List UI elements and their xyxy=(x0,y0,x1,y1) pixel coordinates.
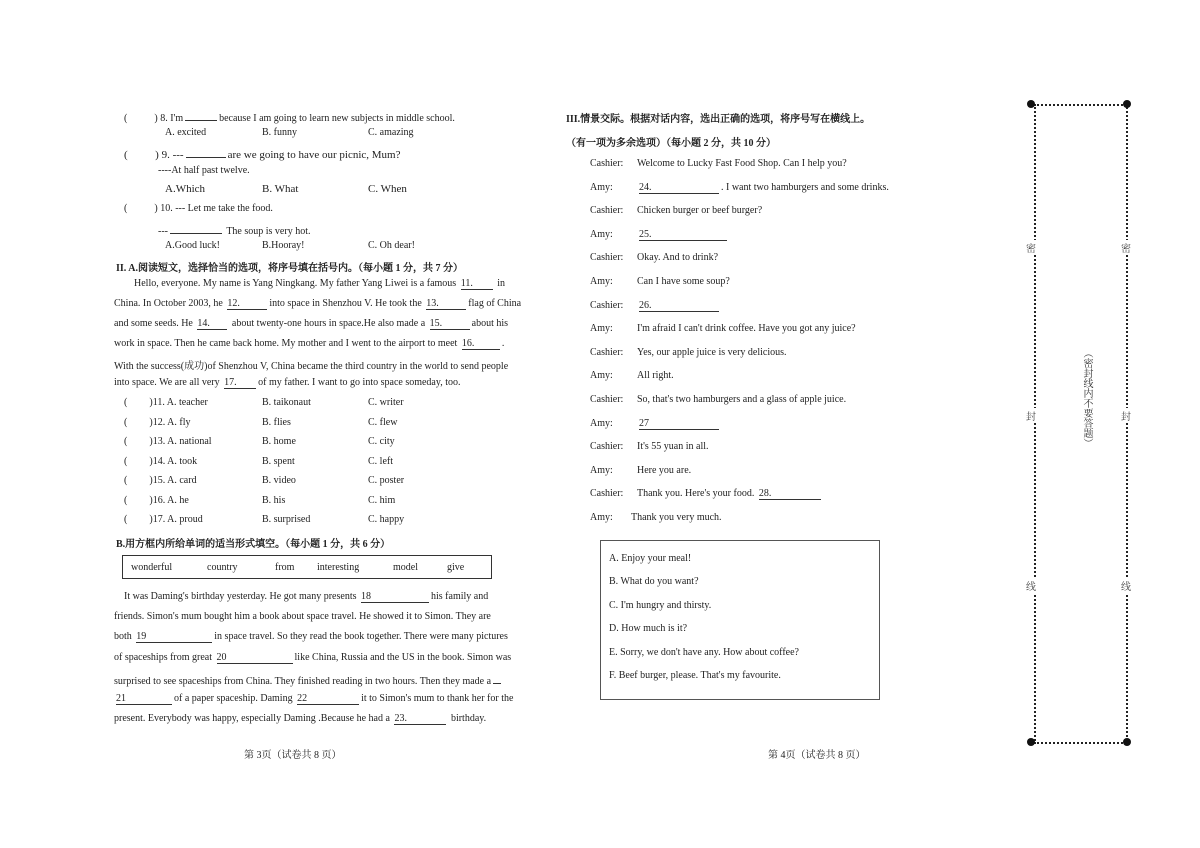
dialog-speaker: Cashier: xyxy=(590,158,624,169)
dialog-line xyxy=(637,300,721,312)
mc-question-row: ( )15. A. card xyxy=(124,475,197,486)
seal-corner-dot xyxy=(1027,100,1035,108)
word-item: from xyxy=(275,562,295,573)
passage2-line-4: of spaceships from great 20 like China, Russia and the US in the book. Simon was xyxy=(114,652,512,663)
dialog-speaker: Amy: xyxy=(590,276,613,287)
passage2-line-1: It was Daming's birthday yesterday. He got many presents 18 his family and xyxy=(124,591,489,602)
mc-option-c[interactable]: C. happy xyxy=(368,514,405,525)
mc-option-b[interactable]: B. his xyxy=(262,495,286,506)
seal-char: 密 xyxy=(1121,240,1131,255)
dialog-line: Okay. And to drink? xyxy=(637,252,719,263)
word-item: give xyxy=(447,562,465,573)
dialog-line: Welcome to Lucky Fast Food Shop. Can I help you? xyxy=(637,158,847,169)
q9-opt-c[interactable]: C. When xyxy=(368,183,407,195)
q10-opt-c[interactable]: C. Oh dear! xyxy=(368,240,415,251)
word-item: model xyxy=(393,562,418,573)
mc-question-row: ( )12. A. fly xyxy=(124,417,191,428)
passage-line-6: into space. We are all very 17. of my father. I want to go into space someday, too. xyxy=(114,377,461,388)
dialog-line: It's 55 yuan in all. xyxy=(637,441,709,452)
passage-line-4: work in space. Then he came back home. My mother and I went to the airport to meet 16. . xyxy=(114,338,505,349)
dialog-line: I'm afraid I can't drink coffee. Have you got any juice? xyxy=(637,323,856,334)
dialog-line: Thank you. Here's your food. 28. xyxy=(637,488,823,500)
word-item: wonderful xyxy=(131,562,173,573)
seal-char: 封 xyxy=(1026,408,1036,423)
mc-option-c[interactable]: C. city xyxy=(368,436,395,447)
q10-opt-a[interactable]: A.Good luck! xyxy=(165,240,220,251)
option-a: A. Enjoy your meal! xyxy=(609,553,692,564)
dialog-line: Can I have some soup? xyxy=(637,276,730,287)
dialog-speaker: Amy: xyxy=(590,370,613,381)
passage-line-2: China. In October 2003, he 12. into space in Shenzhou V. He took the 13. flag of China xyxy=(114,298,522,309)
answer-blank[interactable]: 13. xyxy=(426,298,466,310)
seal-notice: （密封线内不要答题） xyxy=(1081,348,1092,448)
seal-bottom-edge xyxy=(1033,742,1127,744)
dialog-speaker: Amy: xyxy=(590,418,613,429)
seal-corner-dot xyxy=(1123,100,1131,108)
seal-left-edge xyxy=(1034,104,1036,744)
section-3-heading: III.情景交际。根据对话内容，选出正确的选项，将序号写在横线上。 xyxy=(566,114,871,125)
answer-blank[interactable]: 21 xyxy=(116,693,172,705)
answer-blank[interactable]: 12. xyxy=(227,298,267,310)
passage-line-3: and some seeds. He 14. about twenty-one hours in space.He also made a 15. about his xyxy=(114,318,509,329)
answer-blank[interactable]: 26. xyxy=(639,300,719,312)
passage2-line-7: present. Everybody was happy, especially Daming .Because he had a 23. birthday. xyxy=(114,713,487,724)
mc-option-b[interactable]: B. home xyxy=(262,436,296,447)
passage2-line-6: 21 of a paper spaceship. Daming 22 it to Simon's mum to thank her for the xyxy=(116,693,514,704)
answer-blank[interactable]: 19 xyxy=(136,631,212,643)
seal-corner-dot xyxy=(1123,738,1131,746)
dialog-speaker: Amy: xyxy=(590,512,613,523)
seal-char: 线 xyxy=(1026,578,1036,593)
mc-question-row: ( )13. A. national xyxy=(124,436,212,447)
q10-opt-b[interactable]: B.Hooray! xyxy=(262,240,305,251)
dialog-line: Chicken burger or beef burger? xyxy=(637,205,763,216)
dialog-speaker: Cashier: xyxy=(590,252,624,263)
mc-option-b[interactable]: B. spent xyxy=(262,456,295,467)
word-box xyxy=(122,555,492,579)
answer-blank[interactable]: 23. xyxy=(394,713,446,725)
seal-char: 线 xyxy=(1121,578,1131,593)
answer-blank[interactable]: 20 xyxy=(217,652,293,664)
option-b: B. What do you want? xyxy=(609,576,699,587)
q8-opt-c[interactable]: C. amazing xyxy=(368,127,414,138)
word-item: interesting xyxy=(317,562,360,573)
dialog-speaker: Cashier: xyxy=(590,205,624,216)
dialog-speaker: Cashier: xyxy=(590,347,624,358)
dialog-line: Yes, our apple juice is very delicious. xyxy=(637,347,787,358)
answer-blank[interactable]: 16. xyxy=(462,338,500,350)
answer-blank[interactable] xyxy=(493,672,501,684)
mc-question-row: ( )16. A. he xyxy=(124,495,189,506)
mc-question-row: ( )14. A. took xyxy=(124,456,198,467)
option-e: E. Sorry, we don't have any. How about coffee? xyxy=(609,647,799,658)
passage2-line-3: both 19 in space travel. So they read the book together. There were many pictures xyxy=(114,631,508,642)
seal-top-edge xyxy=(1033,104,1127,106)
dialog-line xyxy=(637,418,721,430)
dialog-line: Here you are. xyxy=(637,465,692,476)
mc-option-b[interactable]: B. surprised xyxy=(262,514,311,525)
seal-char: 密 xyxy=(1026,240,1036,255)
answer-blank[interactable] xyxy=(185,109,217,121)
seal-char: 封 xyxy=(1121,408,1131,423)
answer-blank[interactable]: 17. xyxy=(224,377,256,389)
section-2b-heading: B.用方框内所给单词的适当形式填空。（每小题 1 分，共 6 分） xyxy=(116,539,391,550)
section-2a-heading: II. A.阅读短文，选择恰当的选项，将序号填在括号内。（每小题 1 分，共 7 分） xyxy=(116,263,463,274)
word-item: country xyxy=(207,562,238,573)
dialog-line: Thank you very much. xyxy=(631,512,722,523)
option-c: C. I'm hungry and thirsty. xyxy=(609,600,712,611)
q8-opt-b[interactable]: B. funny xyxy=(262,127,297,138)
mc-option-c[interactable]: C. left xyxy=(368,456,393,467)
dialog-speaker: Cashier: xyxy=(590,300,624,311)
passage2-line-2: friends. Simon's mum bought him a book about space travel. He showed it to Simon. They are xyxy=(114,611,491,622)
dialog-line xyxy=(637,229,729,241)
page-footer: 第 3页（试卷共 8 页） xyxy=(244,750,342,761)
q8-opt-a[interactable]: A. excited xyxy=(165,127,207,138)
mc-option-c[interactable]: C. writer xyxy=(368,397,404,408)
passage2-line-5: surprised to see spaceships from China. They finished reading in two hours. Then they made a xyxy=(114,672,503,687)
answer-blank[interactable]: 28. xyxy=(759,488,821,500)
options-box xyxy=(600,540,880,700)
q10-row: ( ) 10. --- Let me take the food. xyxy=(124,203,273,214)
seal-corner-dot xyxy=(1027,738,1035,746)
answer-blank[interactable]: 24. xyxy=(639,182,719,194)
answer-blank[interactable]: 14. xyxy=(197,318,227,330)
answer-blank[interactable]: 27 xyxy=(639,418,719,430)
dialog-speaker: Amy: xyxy=(590,182,613,193)
mc-option-c[interactable]: C. poster xyxy=(368,475,405,486)
dialog-speaker: Cashier: xyxy=(590,441,624,452)
q9-row: ( ) 9. --- are we going to have our picnic, Mum? xyxy=(124,146,400,161)
mc-option-b[interactable]: B. taikonaut xyxy=(262,397,311,408)
mc-question-row: ( )17. A. proud xyxy=(124,514,203,525)
answer-blank[interactable]: 18 xyxy=(361,591,429,603)
option-f: F. Beef burger, please. That's my favourite. xyxy=(609,670,781,681)
mc-option-b[interactable]: B. video xyxy=(262,475,296,486)
q10-reply: --- The soup is very hot. xyxy=(158,222,310,237)
dialog-speaker: Amy: xyxy=(590,323,613,334)
option-d: D. How much is it? xyxy=(609,623,688,634)
passage-line-5: With the success(成功)of Shenzhou V, China became the third country in the world to send people xyxy=(114,361,509,372)
dialog-line: So, that's two hamburgers and a glass of apple juice. xyxy=(637,394,847,405)
q9-reply: ----At half past twelve. xyxy=(158,165,250,176)
q9-opt-a[interactable]: A.Which xyxy=(165,183,206,195)
mc-question-row: ( )11. A. teacher xyxy=(124,397,208,408)
answer-blank[interactable]: 15. xyxy=(430,318,470,330)
answer-blank[interactable]: 22 xyxy=(297,693,359,705)
dialog-line: All right. xyxy=(637,370,674,381)
seal-right-edge xyxy=(1126,104,1128,744)
mc-option-c[interactable]: C. flew xyxy=(368,417,398,428)
q8-row: ( ) 8. I'm because I am going to learn new subjects in middle school. xyxy=(124,109,455,124)
answer-blank[interactable]: 25. xyxy=(639,229,727,241)
page-footer: 第 4页（试卷共 8 页） xyxy=(768,750,866,761)
dialog-speaker: Cashier: xyxy=(590,488,624,499)
mc-option-b[interactable]: B. flies xyxy=(262,417,291,428)
answer-blank[interactable] xyxy=(186,146,226,158)
dialog-line: 24. . I want two hamburgers and some drinks. xyxy=(639,182,889,193)
dialog-speaker: Cashier: xyxy=(590,394,624,405)
dialog-speaker: Amy: xyxy=(590,229,613,240)
answer-blank[interactable] xyxy=(170,222,222,234)
section-3-subheading: （有一项为多余选项）（每小题 2 分，共 10 分） xyxy=(566,138,776,149)
q9-opt-b[interactable]: B. What xyxy=(262,183,299,195)
dialog-speaker: Amy: xyxy=(590,465,613,476)
answer-blank[interactable]: 11. xyxy=(461,278,493,290)
passage-line-1: Hello, everyone. My name is Yang Ningkang. My father Yang Liwei is a famous 11. in xyxy=(134,278,505,289)
mc-option-c[interactable]: C. him xyxy=(368,495,396,506)
